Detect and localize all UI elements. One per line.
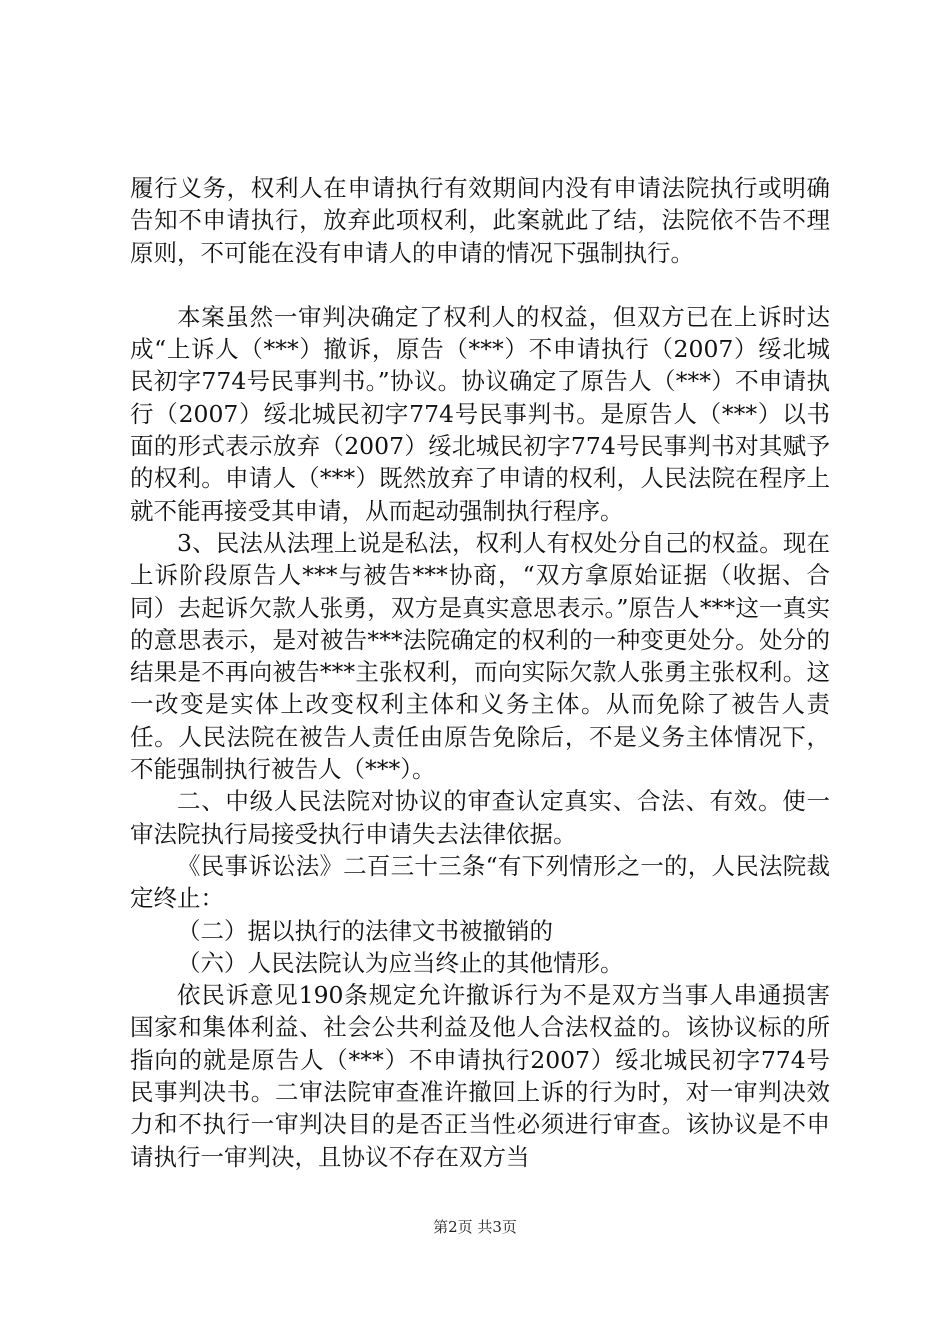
paragraph-civil-law: 3、民法从法理上说是私法，权利人有权处分自己的权益。现在上诉阶段原告人***与被告***协商，“双方拿原始证据（收据、合同）去起诉欠款人张勇，双方是真实意思表示。”原告人***这一真实的意思表示，是对被告***法院确定的权利的一种变更处分。处分的结果是不再向被告***主张权利，而向实际欠款人张勇主张权利。这一改变是实体上改变权利主体和义务主体。从而免除了被告人责任。人民法院在被告人责任由原告免除后，不是义务主体情况下，不能强制执行被告人（***）。 — [130, 528, 830, 784]
document-body — [130, 172, 830, 1173]
page-number-footer: 第2页 共3页 — [433, 1218, 517, 1236]
paragraph-court-review: 二、中级人民法院对协议的审查认定真实、合法、有效。使一审法院执行局接受执行申请失去法律依据。 — [130, 787, 830, 848]
paragraph-continuation: 履行义务，权利人在申请执行有效期间内没有申请法院执行或明确告知不申请执行，放弃此项权利，此案就此了结，法院依不告不理原则，不可能在没有申请人的申请的情况下强制执行。 — [130, 174, 830, 267]
paragraph-agreement: 本案虽然一审判决确定了权利人的权益，但双方已在上诉时达成“上诉人（***）撤诉，原告（***）不申请执行（2007）绥北城民初字774号民事判书。”协议。协议确定了原告人（***）不申请执行（2007）绥北城民初字774号民事判书。是原告人（***）以书面的形式表示放弃（2007）绥北城民初字774号民事判书对其赋予的权利。申请人（***）既然放弃了申请的权利，人民法院在程序上就不能再接受其申请，从而起动强制执行程序。 — [130, 302, 830, 525]
paragraph-gap — [130, 269, 830, 301]
paragraph-item-two: （二）据以执行的法律文书被撤销的 — [177, 916, 553, 945]
paragraph-law-article: 《民事诉讼法》二百三十三条“有下列情形之一的，人民法院裁定终止： — [130, 851, 830, 913]
paragraph-item-six: （六）人民法院认为应当终止的其他情形。 — [177, 948, 624, 977]
paragraph-withdrawal: 依民诉意见190条规定允许撤诉行为不是双方当事人串通损害国家和集体利益、社会公共利益及他人合法权益的。该协议标的所指向的就是原告人（***）不申请执行2007）绥北城民初字774号民事判决书。二审法院审查准许撤回上诉的行为时，对一审判决效力和不执行一审判决目的是否正当性必须进行审查。该协议是不申请执行一审判决，且协议不存在双方当 — [130, 981, 830, 1171]
